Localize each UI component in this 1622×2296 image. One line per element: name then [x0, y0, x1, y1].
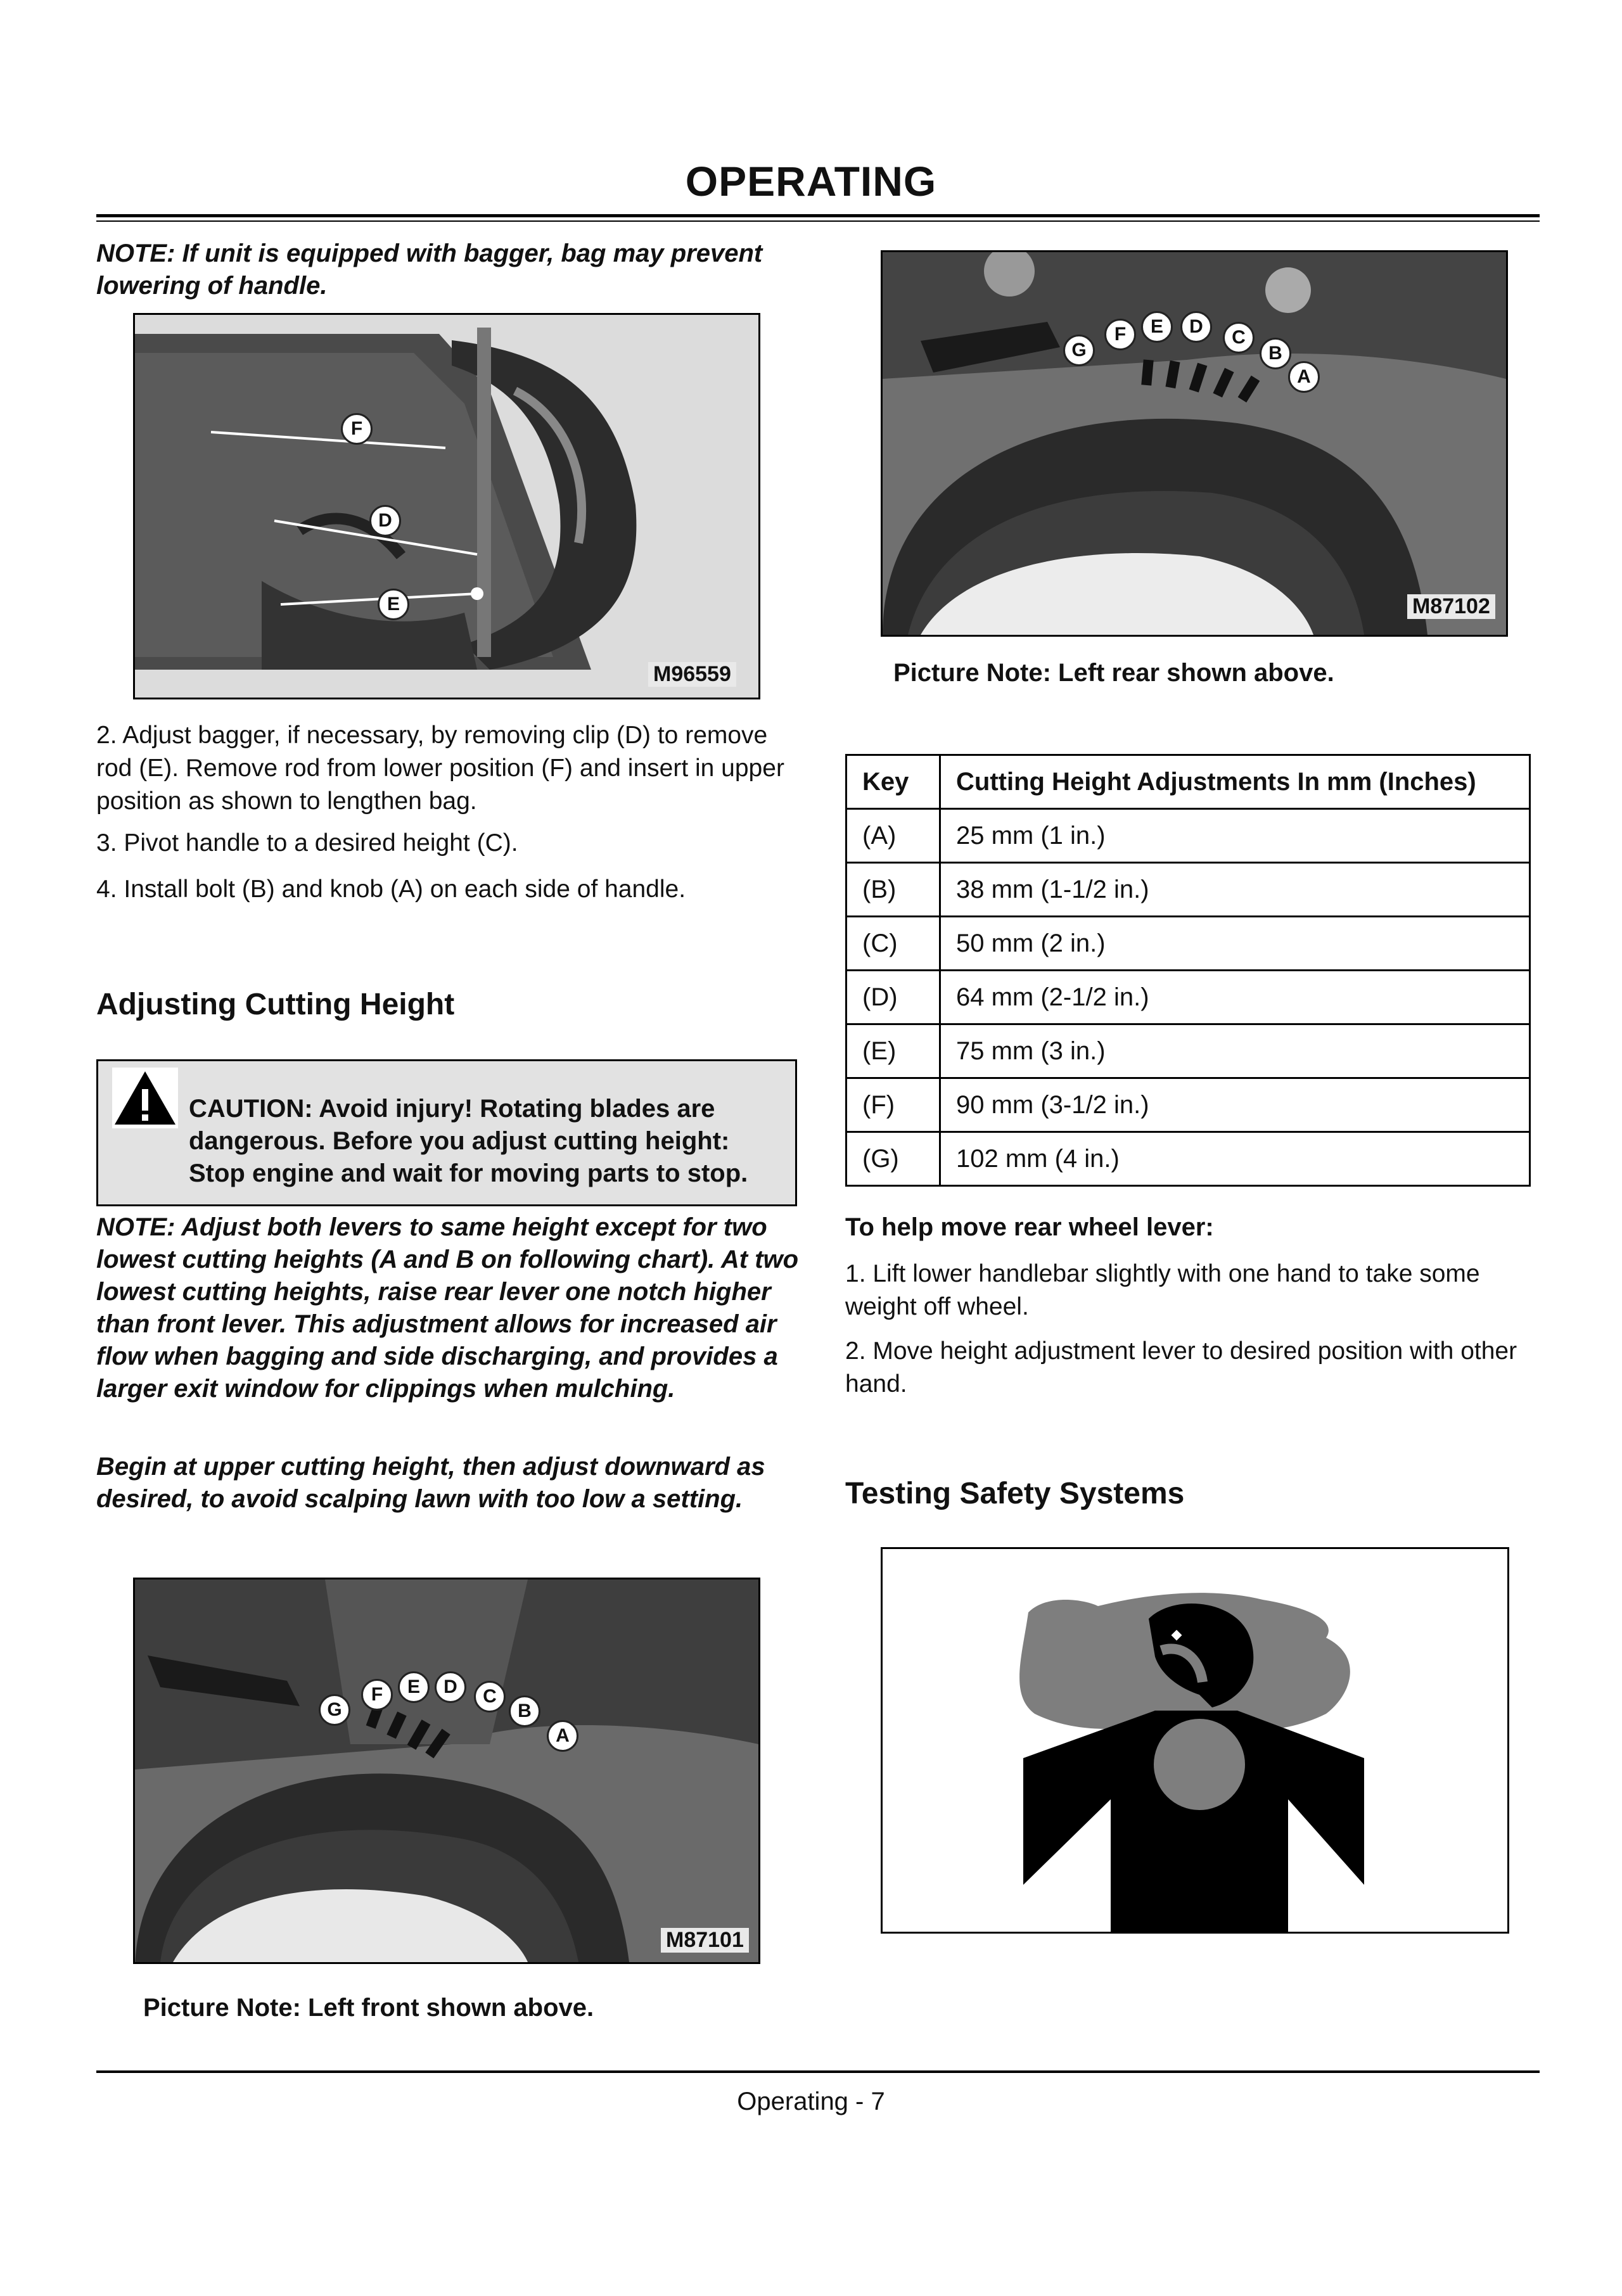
note-begin: Begin at upper cutting height, then adjust downward as desired, to avoid scalping lawn with too low a setting.	[96, 1453, 765, 1513]
callout-d: D	[369, 505, 401, 537]
table-cell-height: 75 mm (3 in.)	[940, 1024, 1530, 1078]
callout-d: D	[1180, 311, 1212, 343]
table-header-row	[846, 755, 1530, 809]
callout-b: B	[1260, 338, 1291, 369]
figure-code: M87101	[661, 1928, 749, 1953]
step-3: 3. Pivot handle to a desired height (C).	[96, 829, 518, 857]
header-rule-thick	[96, 214, 1540, 217]
safety-illustration	[883, 1549, 1507, 1932]
cutting-height-table	[845, 754, 1531, 1187]
help-heading: To help move rear wheel lever:	[845, 1213, 1214, 1241]
table-cell-key: (G)	[846, 1132, 940, 1186]
step-4: 4. Install bolt (B) and knob (A) on each side of handle.	[96, 876, 686, 903]
table-row	[846, 809, 1530, 863]
page-number: Operating - 7	[737, 2088, 885, 2115]
callout-c: C	[474, 1681, 506, 1712]
table-cell-height: 38 mm (1-1/2 in.)	[940, 863, 1530, 917]
table-cell-height: 102 mm (4 in.)	[940, 1132, 1530, 1186]
column-header-key: Key	[846, 755, 940, 809]
table-cell-key: (C)	[846, 917, 940, 971]
left-front-illustration	[135, 1579, 758, 1962]
callout-a: A	[547, 1720, 578, 1752]
left-rear-figure	[881, 250, 1508, 637]
callout-a: A	[1288, 361, 1320, 393]
heading-adjusting-cutting-height: Adjusting Cutting Height	[96, 988, 455, 1021]
step-2: 2. Adjust bagger, if necessary, by removing clip (D) to remove rod (E). Remove rod from lower position (F) and insert in upper position as shown to lengthen bag.	[96, 722, 784, 815]
bagger-figure	[133, 313, 760, 699]
callout-f: F	[1104, 319, 1136, 350]
table-row	[846, 917, 1530, 971]
table-row	[846, 971, 1530, 1024]
left-rear-illustration	[883, 252, 1506, 635]
callout-e: E	[378, 589, 409, 620]
table-cell-height: 90 mm (3-1/2 in.)	[940, 1078, 1530, 1132]
table-cell-key: (E)	[846, 1024, 940, 1078]
footer-rule	[96, 2070, 1540, 2073]
table-cell-key: (A)	[846, 809, 940, 863]
bagger-illustration	[135, 315, 758, 698]
figure-code: M87102	[1407, 594, 1495, 619]
table-cell-height: 25 mm (1 in.)	[940, 809, 1530, 863]
help-step-2: 2. Move height adjustment lever to desired position with other hand.	[845, 1337, 1517, 1398]
table-row	[846, 1132, 1530, 1186]
column-header-adjustment: Cutting Height Adjustments In mm (Inches)	[940, 755, 1530, 809]
header-rule-thin	[96, 220, 1540, 222]
callout-g: G	[319, 1694, 350, 1726]
callout-c: C	[1223, 322, 1255, 354]
table-row	[846, 1078, 1530, 1132]
caution-box	[96, 1059, 797, 1206]
note-bagger: NOTE: If unit is equipped with bagger, bag may prevent lowering of handle.	[96, 239, 763, 300]
callout-f: F	[341, 413, 373, 445]
callout-f: F	[361, 1679, 393, 1711]
picture-note-rear: Picture Note: Left rear shown above.	[893, 659, 1334, 687]
left-front-figure	[133, 1578, 760, 1964]
callout-g: G	[1063, 335, 1095, 366]
warning-icon	[112, 1068, 178, 1128]
page-title: OPERATING	[685, 158, 937, 205]
caution-text: CAUTION: Avoid injury! Rotating blades are dangerous. Before you adjust cutting height: Stop engine and wait for moving parts to stop.	[189, 1095, 748, 1187]
table-cell-key: (B)	[846, 863, 940, 917]
callout-d: D	[435, 1671, 466, 1703]
heading-testing-safety-systems: Testing Safety Systems	[845, 1477, 1185, 1510]
callout-e: E	[398, 1671, 430, 1703]
safety-figure	[881, 1547, 1509, 1934]
help-step-1: 1. Lift lower handlebar slightly with one hand to take some weight off wheel.	[845, 1260, 1480, 1320]
table-row	[846, 863, 1530, 917]
callout-e: E	[1141, 311, 1173, 343]
picture-note-front: Picture Note: Left front shown above.	[143, 1994, 594, 2022]
table-cell-height: 64 mm (2-1/2 in.)	[940, 971, 1530, 1024]
figure-code: M96559	[648, 662, 736, 687]
table-cell-key: (F)	[846, 1078, 940, 1132]
table-row	[846, 1024, 1530, 1078]
note-levers: NOTE: Adjust both levers to same height except for two lowest cutting heights (A and B on following chart). At two lowest cutting heights, raise rear lever one notch higher than front lever. This adjustment allows for increased air flow when bagging and side discharging, and provides a larger exit window for clippings when mulching.	[96, 1213, 799, 1403]
table-cell-height: 50 mm (2 in.)	[940, 917, 1530, 971]
table-cell-key: (D)	[846, 971, 940, 1024]
callout-b: B	[509, 1695, 540, 1727]
